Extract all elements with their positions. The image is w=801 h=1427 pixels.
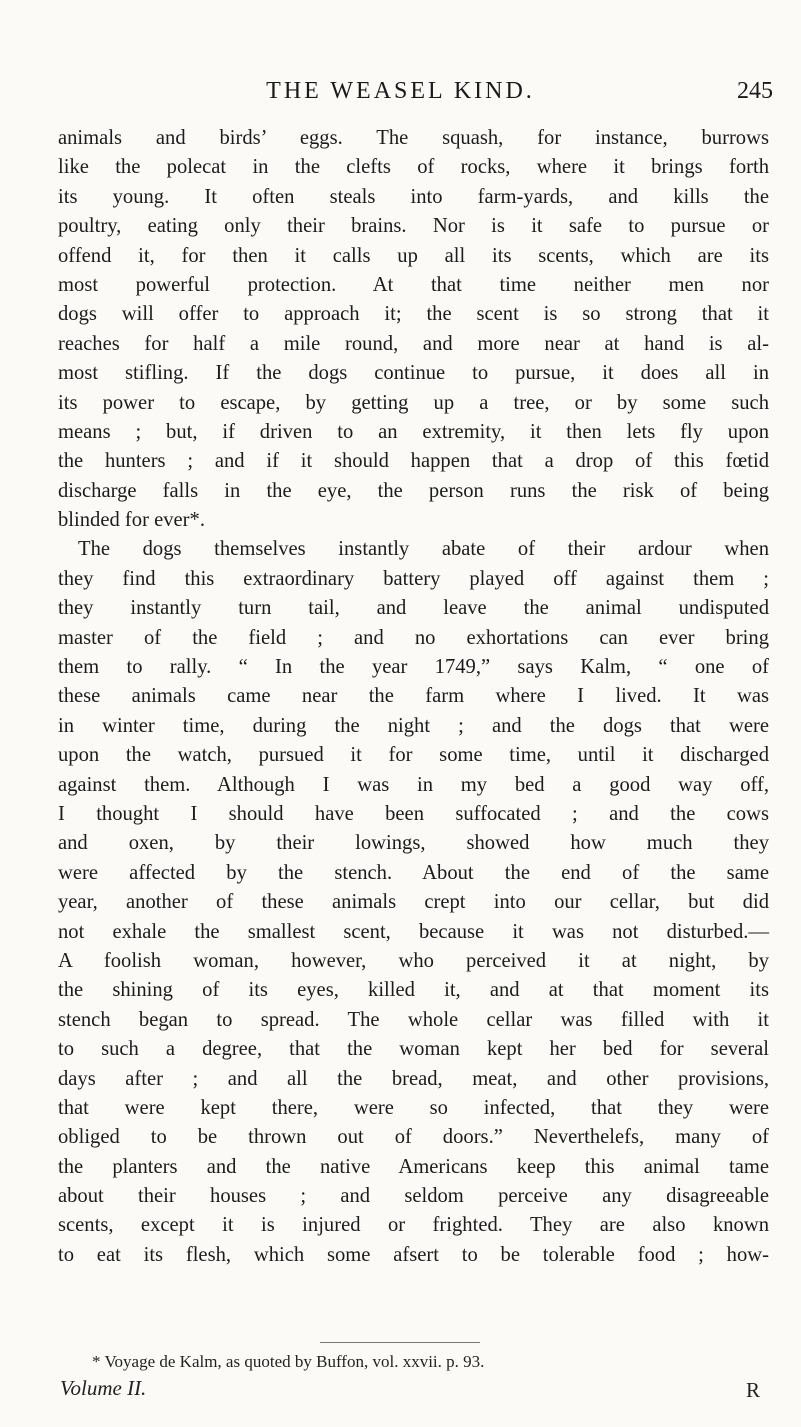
text-line: upon the watch, pursued it for some time, until it discharged [58, 744, 769, 767]
text-line: offend it, for then it calls up all its scents, which are its [58, 244, 769, 267]
text-line: means ; but, if driven to an extremity, it then lets fly upon [58, 420, 769, 443]
text-line: dogs will offer to approach it; the scent is so strong that it [58, 303, 769, 326]
running-title: THE WEASEL KIND. [266, 78, 535, 104]
text-line: like the polecat in the clefts of rocks, where it brings forth [58, 156, 769, 179]
text-line: to eat its flesh, which some afsert to be tolerable food ; how- [58, 1243, 769, 1266]
text-line: A foolish woman, however, who perceived it at night, by [58, 949, 769, 972]
text-line: its young. It often steals into farm-yards, and kills the [58, 185, 769, 208]
signature-mark: R [745, 1378, 760, 1402]
text-line: about their houses ; and seldom perceive any disagreeable [58, 1185, 769, 1208]
text-line: were affected by the stench. About the end of the same [58, 861, 769, 884]
text-line: most stifling. If the dogs continue to pursue, it does all in [58, 362, 769, 385]
text-line: animals and birds’ eggs. The squash, for instance, burrows [58, 127, 769, 149]
text-line: they find this extraordinary battery played off against them ; [58, 567, 769, 590]
text-line: master of the field ; and no exhortations can ever bring [58, 626, 769, 649]
text-line: against them. Although I was in my bed a good way off, [58, 773, 769, 796]
signature-line [60, 1376, 760, 1402]
text-line: discharge falls in the eye, the person runs the risk of being [58, 479, 769, 502]
text-line: poultry, eating only their brains. Nor is it safe to pursue or [58, 215, 769, 238]
text-line: that were kept there, were so infected, that they were [58, 1096, 769, 1119]
text-line: reaches for half a mile round, and more near at hand is al- [58, 332, 769, 355]
text-line: them to rally. “ In the year 1749,” says Kalm, “ one of [58, 656, 769, 679]
text-line: scents, except it is injured or frighted. They are also known [58, 1214, 769, 1237]
text-line: and oxen, by their lowings, showed how much they [58, 832, 769, 855]
text-line: I thought I should have been suffocated ; and the cows [58, 802, 769, 825]
footnote-divider [320, 1342, 480, 1343]
text-line: they instantly turn tail, and leave the animal undisputed [58, 597, 769, 620]
body-text [58, 124, 769, 1270]
page-number: 245 [737, 78, 773, 104]
text-line: The dogs themselves instantly abate of their ardour when [78, 538, 769, 561]
footnote: * Voyage de Kalm, as quoted by Buffon, vol. xxvii. p. 93. [92, 1352, 485, 1371]
text-line: stench began to spread. The whole cellar was filled with it [58, 1008, 769, 1031]
text-line: the hunters ; and if it should happen that a drop of this fœtid [58, 450, 769, 473]
text-line: its power to escape, by getting up a tree, or by some such [58, 391, 769, 414]
text-line: in winter time, during the night ; and the dogs that were [58, 714, 769, 737]
running-head [0, 78, 801, 108]
text-line: most powerful protection. At that time neither men nor [58, 273, 769, 296]
text-line: obliged to be thrown out of doors.” Neverthelefs, many of [58, 1126, 769, 1149]
text-line: these animals came near the farm where I lived. It was [58, 685, 769, 708]
text-line: the planters and the native Americans keep this animal tame [58, 1155, 769, 1178]
text-line: the shining of its eyes, killed it, and at that moment its [58, 979, 769, 1002]
text-line: year, another of these animals crept into our cellar, but did [58, 891, 769, 914]
text-line: days after ; and all the bread, meat, and other provisions, [58, 1067, 769, 1090]
text-line: blinded for ever*. [58, 509, 205, 532]
text-line: not exhale the smallest scent, because it was not disturbed.— [58, 920, 769, 943]
text-line: to such a degree, that the woman kept her bed for several [58, 1038, 769, 1061]
volume-label: Volume II. [60, 1376, 147, 1400]
